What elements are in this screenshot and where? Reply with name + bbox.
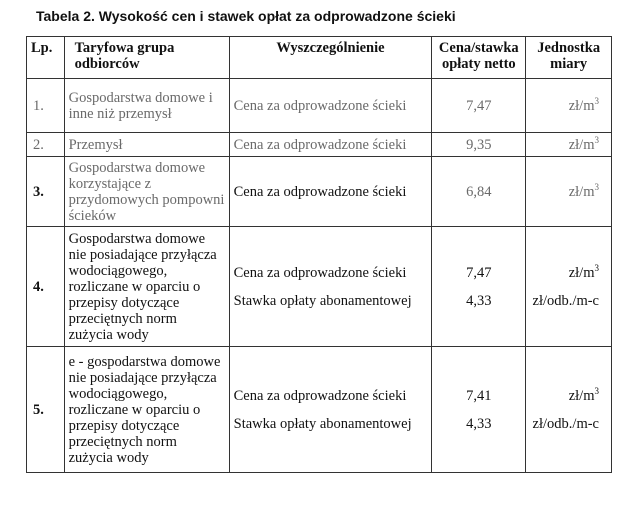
header-price: Cena/stawka opłaty netto — [432, 37, 526, 79]
row-group: Przemysł — [64, 133, 229, 157]
row-price: 6,84 — [432, 157, 526, 227]
row-group: e - gospodarstwa domowe nie posiadające przyłącza wodociągowego, rozliczane w oparciu o przepisy dotyczące przeciętnych norm zużycia wody — [64, 347, 229, 473]
table-row — [27, 133, 612, 157]
row-lp: 1. — [27, 79, 65, 133]
row-lp: 5. — [27, 347, 65, 473]
row-spec: Cena za odprowadzone ścieki — [229, 79, 432, 133]
row-price: 7,47 4,33 — [432, 227, 526, 347]
row-unit: $zł/m^3$ zł/odb./m-c — [526, 227, 612, 347]
row-spec: Cena za odprowadzone ścieki Stawka opłaty abonamentowej — [229, 227, 432, 347]
row-spec: Cena za odprowadzone ścieki — [229, 133, 432, 157]
row-lp: 4. — [27, 227, 65, 347]
table-title: Tabela 2. Wysokość cen i stawek opłat za odprowadzone ścieki — [36, 8, 456, 24]
table-row — [27, 347, 612, 473]
row-unit: $zł/m^3$ — [526, 157, 612, 227]
header-unit: Jednostka miary — [526, 37, 612, 79]
header-spec: Wyszczególnienie — [229, 37, 432, 79]
row-price: 7,47 — [432, 79, 526, 133]
row-unit: $zł/m^3$ — [526, 79, 612, 133]
row-unit: $zł/m^3$ zł/odb./m-c — [526, 347, 612, 473]
tariff-table — [26, 36, 612, 473]
header-lp: Lp. — [27, 37, 65, 79]
row-spec: Cena za odprowadzone ścieki — [229, 157, 432, 227]
table-row — [27, 157, 612, 227]
row-group: Gospodarstwa domowe i inne niż przemysł — [64, 79, 229, 133]
row-unit: $zł/m^3$ — [526, 133, 612, 157]
row-lp: 2. — [27, 133, 65, 157]
row-lp: 3. — [27, 157, 65, 227]
row-group: Gospodarstwa domowe nie posiadające przyłącza wodociągowego, rozliczane w oparciu o przepisy dotyczące przeciętnych norm zużycia wody — [64, 227, 229, 347]
header-group: Taryfowa grupa odbiorców — [64, 37, 229, 79]
table-row — [27, 227, 612, 347]
row-spec: Cena za odprowadzone ścieki Stawka opłaty abonamentowej — [229, 347, 432, 473]
table-header-row — [27, 37, 612, 79]
row-price: 7,41 4,33 — [432, 347, 526, 473]
table-row — [27, 79, 612, 133]
row-group: Gospodarstwa domowe korzystające z przydomowych pompowni ścieków — [64, 157, 229, 227]
row-price: 9,35 — [432, 133, 526, 157]
